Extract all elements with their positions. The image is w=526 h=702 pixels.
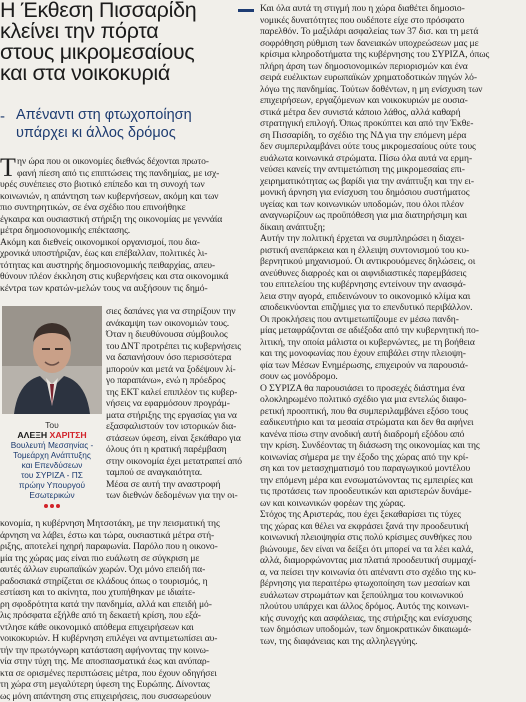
text-line: ολοκληρωμένο πολιτικό σχέδιο για μια εντελώς διαφο- [260, 394, 526, 406]
text-line: κονομία, η κυβέρνηση Μητσοτάκη, με την πεισματική της [0, 518, 254, 530]
text-line: μπορούν και μετά να ξοδέψουν λί- [106, 364, 254, 376]
author-first-name: ΑΛΕΞΗ [17, 430, 49, 440]
author-role-line: Βουλευτή Μεσσηνίας - [0, 440, 104, 450]
left-column-wrap-text [106, 306, 254, 502]
headline-accent-rule [238, 9, 254, 12]
text-line: Ακόμη και διεθνείς οικονομικοί οργανισμοί, που δια- [0, 237, 252, 249]
text-line: κτα σε ορισμένες περιπτώσεις μέτρα, που έχουν οδηγήσει [0, 668, 254, 680]
text-line: τότητας και αυστηρής δημοσιονομικής πειθαρχίας, απευ- [0, 260, 252, 272]
text-line: στικά μέτρα δεν συνιστά κάποιο λάθος, αλλά καθαρή [260, 107, 526, 119]
caption-by: Του [0, 420, 104, 430]
text-line: εστίαση και το ακίνητα, που χτυπήθηκαν με ιδιαίτε- [0, 587, 254, 599]
text-line: Και όλα αυτά τη στιγμή που η χώρα διαθέτει δημοσιο- [260, 3, 526, 15]
text-line: κοινωνική πλειοψηφία στις πολύ κρίσιμες συνθήκες που [260, 532, 526, 544]
author-role-line: Τομεάρχη Ανάπτυξης [0, 450, 104, 460]
subhead-dash: - [0, 108, 5, 125]
text-line: ρετική προοπτική, που θα συμπεριλαμβάνει εξόσο τους [260, 406, 526, 418]
text-line: αλλά, διαμορφώνοντας μια πλατιά προοδευτική συμμαχί- [260, 555, 526, 567]
text-line: ματα στήριξης της εργασίας για να [106, 410, 254, 422]
left-column-bottom-text [0, 518, 254, 702]
text-line: στάσεων ύφεση, είναι ξεκάθαρο για [106, 433, 254, 445]
text-line: ραδοσιακά στηρίζεται σε κλάδους όπως ο τουρισμός, η [0, 576, 254, 588]
text-line: πιο συντηρητικών, σε ένα σχέδιο που επινοήθηκε [0, 202, 252, 214]
text-line: Ο ΣΥΡΙΖΑ θα παρουσιάσει το προσεχές διάστημα ένα [260, 383, 526, 395]
text-line: ευάλωτων στρωμάτων και ξεπούλημα του κοινωνικού [260, 590, 526, 602]
text-line: άρνηση να λάβει, έστω και τώρα, ουσιαστικά μέτρα στή- [0, 530, 254, 542]
text-line: των διεθνών δεδομένων για την οι- [106, 490, 254, 502]
text-line: της ΕΚΤ καλεί επιπλέον τις κυβερ- [106, 387, 254, 399]
headline-line: Η Έκθεση Πισσαρίδη [0, 0, 252, 21]
text-line: μία της χώρας μας είναι πιο ευάλωτη σε σύγκριση με [0, 553, 254, 565]
text-line: την επόμενη μέρα και ενσωματώνοντας τις εμπειρίες και [260, 475, 526, 487]
text-line: ντλησε κάθε οικονομικό απόθεμα επιχειρήσεων και [0, 622, 254, 634]
text-line: των δημόσιων υποδομών, των δημοκρατικών δικαιωμά- [260, 624, 526, 636]
text-line: Στόχος της Αριστεράς, που έχει ξεκαθαρίσει τις τύχες [260, 509, 526, 521]
text-line: αναγνωρίζουν ως προϋπόθεση για μια διατηρήσιμη και [260, 210, 526, 222]
text-line: ριστική ανεπάρκεια και η έλλειψη συντονισμού του κυ- [260, 245, 526, 257]
text-line: φανή πίεση από τις επιπτώσεις της πανδημίας, με ισχ- [0, 168, 252, 180]
headline-line: στους μικρομεσαίους [0, 42, 252, 63]
text-line: ανεύθυνες διαρροές και οι αιφνιδιαστικές παρεμβάσεις [260, 268, 526, 280]
author-portrait-image [2, 306, 102, 414]
text-line: Οι προκλήσεις που αντιμετωπίζουμε εν μέσω πανδη- [260, 314, 526, 326]
author-role [0, 440, 104, 500]
text-line: όλους ότι η κρατική παρέμβαση [106, 444, 254, 456]
text-line: αποδεικνύονται επιζήμιες για το επενδυτικό περιβάλλον. [260, 302, 526, 314]
text-line: ως μόνη απάντηση στις επιχειρήσεις, που συσσωρεύουν [0, 691, 254, 702]
text-line: τη χώρα στη μεγαλύτερη ύφεση της Ευρώπης. Δίνοντας [0, 679, 254, 691]
right-column [260, 0, 526, 684]
text-line: και της μονοφωνίας που έχουν επιβάλει στην πλειοψη- [260, 348, 526, 360]
text-line: βιώνουμε, δεν είναι να δείξει ότι μπορεί να τα λέει καλά, [260, 544, 526, 556]
text-line: κής συνοχής και ασφάλειας, της στήριξης και ενίσχυσης [260, 613, 526, 625]
text-line: νεύσει κανείς την αντιμετώπιση της μικρομεσαίας επι- [260, 164, 526, 176]
text-line: στρατηγική επιλογή. Όπως προκύπτει και από την Έκθε- [260, 118, 526, 130]
text-line: Όταν η διευθύνουσα σύμβουλος [106, 329, 254, 341]
text-line: εαδικευτήριο και τα μεσαία στρώματα και δεν θα αφήνει [260, 417, 526, 429]
text-line: λεια στην αγορά, επιδεινώνουν το οικονομικό κλίμα και [260, 291, 526, 303]
text-line: ανάκαμψη των οικονομιών τους. [106, 318, 254, 330]
text-line: λις πρόσφατα εξήλθε από τη δεκαετή κρίση, που εξά- [0, 610, 254, 622]
text-line: του ΔΝΤ προτρέπει τις κυβερνήσεις [106, 341, 254, 353]
text-line: πλήρη άρση των δημοσιονομικών περιορισμών και ένα [260, 61, 526, 73]
text-line: ριξης, αποτελεί ηχηρή παραφωνία. Παρόλο που η οικονο- [0, 541, 254, 553]
text-line: αυτές άλλων ευρωπαϊκών χωρών. Όχι μόνο επειδή πα- [0, 564, 254, 576]
text-line: γο παραπάνω», ενώ η πρόεδρος [106, 375, 254, 387]
caption-ornament [0, 504, 104, 508]
text-line: μίας μεταφράζονται σε αδιέξοδα από την κυβερνητική πο- [260, 325, 526, 337]
left-column [0, 0, 256, 684]
text-line: την κρίση. Συνδέοντας τη διάσωση της οικονομίας και της [260, 440, 526, 452]
right-column-text [260, 3, 526, 647]
text-line: νία στην τύχη της. Με αποσπασματικά έως και ανύπαρ- [0, 656, 254, 668]
subhead-line: Απέναντι στη φτωχοποίηση [16, 106, 252, 124]
text-line: ρη σφοδρότητα κατά την πανδημία, αλλά και επειδή μό- [0, 599, 254, 611]
text-line: τις προτάσεις των προοδευτικών και αριστερών δυνάμε- [260, 486, 526, 498]
text-line: κανένα πίσω στην ανοδική αυτή διαδρομή εξόδου από [260, 429, 526, 441]
text-line: Αυτήν την πολιτική έρχεται να συμπληρώσει η διαχει- [260, 233, 526, 245]
drop-cap: Τ [0, 156, 16, 180]
article-headline [0, 0, 252, 84]
text-line: υρές συνέπειες στο βιοτικό επίπεδο και τη συνοχή των [0, 179, 252, 191]
author-role-line: πρώην Υπουργού [0, 480, 104, 490]
text-line: τήν την πρωτόγνωρη κατάσταση αφήνοντας την κοινω- [0, 645, 254, 657]
text-line: να δαπανήσουν όσο περισσότερα [106, 352, 254, 364]
text-line: παρελθόν. Το μαξιλάρι ασφαλείας των 37 δισ. και τη μετά [260, 26, 526, 38]
text-line: θύνουν πλέον έκκληση στις κυβερνήσεις και στα οικονομικά [0, 271, 252, 283]
left-column-top-text [0, 156, 252, 294]
author-role-line: του ΣΥΡΙΖΑ - ΠΣ [0, 470, 104, 480]
text-line: δίκαιη ανάπτυξη; [260, 222, 526, 234]
author-role-line: και Επενδύσεων [0, 460, 104, 470]
text-line: επιχειρήσεων, εργαζόμενων και νοικοκυριών με ουσια- [260, 95, 526, 107]
text-line: φία των Μέσων Ενημέρωσης, επιχειρούν να παρουσιά- [260, 360, 526, 372]
text-line: του επιτελείου της κυβέρνησης εντείνουν την ανασφά- [260, 279, 526, 291]
text-line: λόγω της πανδημίας. Τούτων δοθέντων, η μη ενίσχυση των [260, 84, 526, 96]
text-line: α, να πείσει την κοινωνία ότι απέναντι στο σχέδιο της κυ- [260, 567, 526, 579]
text-line: νοικοκυριών. Η κυβέρνηση επιλέγει να αντιμετωπίσει αυ- [0, 633, 254, 645]
author-last-name: ΧΑΡΙΤΣΗ [50, 430, 87, 440]
text-line: λιτική, την οποία μάλιστα οι κυβερνώντες, με τη βοήθεια [260, 337, 526, 349]
text-line: χρονικά υποστήριζαν, έως και επέβαλλαν, πολιτικές λι- [0, 248, 252, 260]
text-line: μέτρα δημοσιονομικής επέκτασης. [0, 225, 252, 237]
article-subhead [16, 106, 252, 142]
text-line: Μέσα σε αυτή την αναστροφή [106, 479, 254, 491]
text-line: νομικές δυνατότητες που ουδέποτε είχε στο πρόσφατο [260, 15, 526, 27]
author-caption [0, 420, 104, 508]
text-line: χειρηματικότητας ως βαρίδι για την ανάπτυξη και την ει- [260, 176, 526, 188]
text-line: βέρνησης για περαιτέρω φτωχοποίηση των μεσαίων και [260, 578, 526, 590]
headline-line: κλείνει την πόρτα [0, 21, 252, 42]
text-line: σουν ως μονόδρομο. [260, 371, 526, 383]
text-line: βερνητικού μηχανισμού. Οι αντικρουόμενες δηλώσεις, οι [260, 256, 526, 268]
text-line: σειρά ευέλικτων ευρωπαϊκών χρηματοδοτικών πηγών λό- [260, 72, 526, 84]
text-line: σοφρόθηση ρύθμιση των δανειακών υποχρεώσεων μας με [260, 38, 526, 50]
text-line: στην οικονομία έχει μετατραπεί από [106, 456, 254, 468]
headline-line: και στα νοικοκυριά [0, 63, 252, 84]
text-line: κοινωνίας σήμερα με την έξοδο της χώρας από την κρί- [260, 452, 526, 464]
text-line: ην ώρα που οι οικονομίες διεθνώς δέχονται πρωτο- [0, 156, 252, 168]
author-role-line: Εσωτερικών [0, 490, 104, 500]
text-line: ση Πισσαρίδη, το σχέδιο της ΝΔ για την επόμενη μέρα [260, 130, 526, 142]
text-line: εξασφαλιστούν τον ιστορικών δια- [106, 421, 254, 433]
text-line: δεν συμπεριλαμβάνει ούτε τους μικρομεσαίους ούτε τους [260, 141, 526, 153]
text-line: υγείας και των κοινωνικών υποδομών, που όλοι πλέον [260, 199, 526, 211]
text-line: έγκαιρα και ουσιαστική στήριξη της οικονομίας με γεννάία [0, 214, 252, 226]
text-line: σιες δαπάνες για να στηρίξουν την [106, 306, 254, 318]
text-line: της χώρας και θέλει να εκφράσει ξανά την προοδευτική [260, 521, 526, 533]
text-line: ων και κοινωνικών φορέων της χώρας. [260, 498, 526, 510]
text-line: κρίσιμα κληροδοτήματα της κυβέρνησης του ΣΥΡΙΖΑ, όπως [260, 49, 526, 61]
author-photo [2, 306, 102, 414]
author-name [0, 430, 104, 440]
text-line: πλούτου υπάρχει και άλλος δρόμος. Αυτός της κοινωνι- [260, 601, 526, 613]
text-line: κέντρα των κρατών-μελών τους να αυξήσουν τις δημό- [0, 283, 252, 295]
text-line: ευάλωτα κοινωνικά στρώματα. Πίσω όλα αυτά να ερμη- [260, 153, 526, 165]
text-line: ταμπού σε αναγκαιότητα. [106, 467, 254, 479]
text-line: κοινωνιών, η απάντηση των κυβερνήσεων, ακόμη και των [0, 191, 252, 203]
text-line: των, της διαφάνειας και της αλληλεγγύης. [260, 636, 526, 648]
subhead-line: υπάρχει κι άλλος δρόμος [16, 124, 252, 142]
text-line: νήσεις να εφαρμόσουν προγράμ- [106, 398, 254, 410]
text-line: μονική άρνηση για ενίσχυση του δημόσιου συστήματος [260, 187, 526, 199]
text-line: ση και τον μετασχηματισμό του παραγωγικού μοντέλου [260, 463, 526, 475]
